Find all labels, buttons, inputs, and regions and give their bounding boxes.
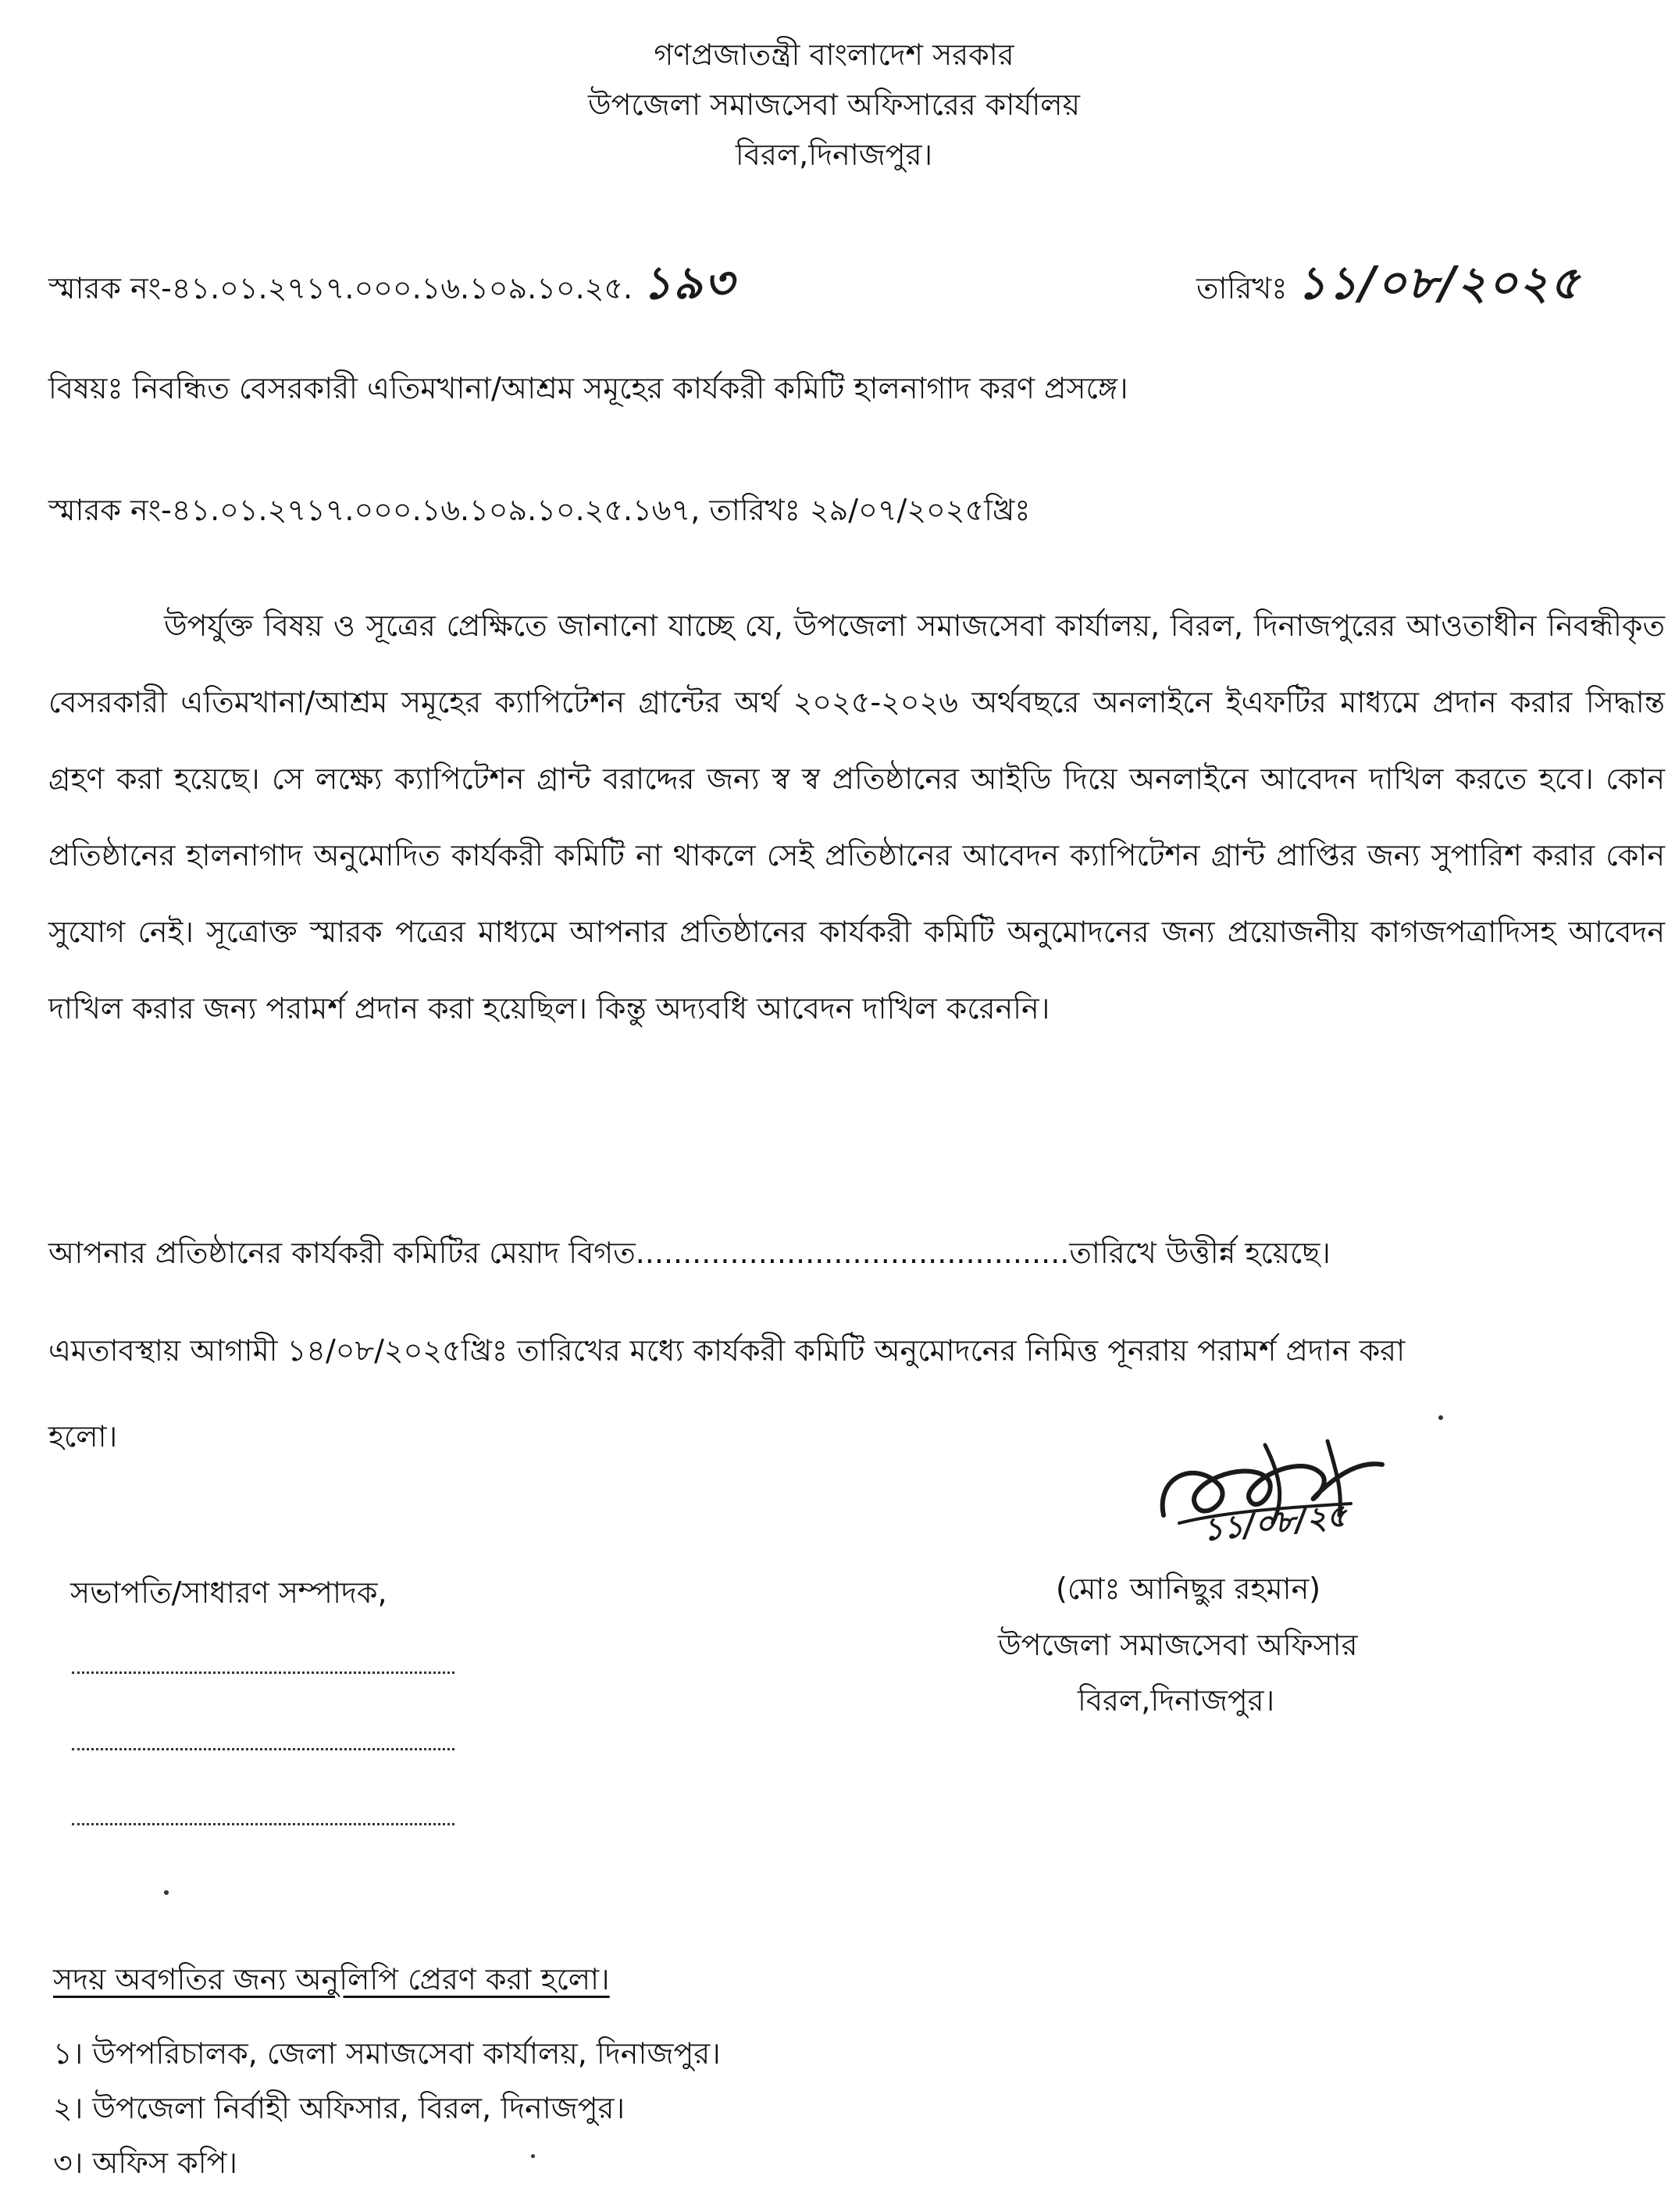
office-location: বিরল,দিনাজপুর।: [735, 137, 933, 172]
memo-date-handwritten: ১১/০৮/২০২৫: [1296, 256, 1581, 309]
copy-item: ৩। অফিস কপি।: [53, 2146, 237, 2180]
memo-date-label: তারিখঃ: [1196, 271, 1288, 305]
copy-item: ১। উপপরিচালক, জেলা সমাজসেবা কার্যালয়, দিনাজপুর।: [53, 2036, 721, 2071]
subject-line: বিষয়ঃ নিবন্ধিত বেসরকারী এতিমখানা/আশ্রম সমূহের কার্যকরী কমিটি হালনাগাদ করণ প্রসঙ্গে।: [48, 371, 1128, 405]
recipient-blank-line: [72, 1671, 454, 1674]
scan-speck: [164, 1890, 169, 1895]
expiry-line: আপনার প্রতিষ্ঠানের কার্যকরী কমিটির মেয়াদ বিগত..............................................তারিখে উত্তীর্ন্ন হয়েছে।: [48, 1236, 1331, 1270]
memo-number-prefix: স্মারক নং-৪১.০১.২৭১৭.০০০.১৬.১০৯.১০.২৫.: [48, 271, 633, 305]
signatory-name: (মোঃ আনিছুর রহমান): [1056, 1572, 1321, 1606]
reference-line: স্মারক নং-৪১.০১.২৭১৭.০০০.১৬.১০৯.১০.২৫.১৬৭, তারিখঃ ২৯/০৭/২০২৫খ্রিঃ: [48, 493, 1031, 527]
scan-speck: [1438, 1415, 1443, 1420]
memo-date: [1196, 248, 1581, 324]
recipient-blank-line: [72, 1748, 454, 1750]
copy-item: ২। উপজেলা নির্বাহী অফিসার, বিরল, দিনাজপুর।: [53, 2091, 626, 2125]
copy-heading: সদয় অবগতির জন্য অনুলিপি প্রেরণ করা হলো।: [53, 1962, 610, 1996]
recipient-blank-line: [72, 1823, 454, 1825]
signatory-designation: উপজেলা সমাজসেবা অফিসার: [998, 1628, 1358, 1662]
scan-speck: [531, 2154, 535, 2158]
memo-number-handwritten: ১৯৩: [642, 256, 736, 309]
letterhead: [0, 30, 1668, 180]
office-name: উপজেলা সমাজসেবা অফিসারের কার্যালয়: [588, 87, 1080, 122]
memo-number: [48, 248, 735, 324]
signatory-location: বিরল,দিনাজপুর।: [1078, 1683, 1275, 1718]
deadline-line: এমতাবস্থায় আগামী ১৪/০৮/২০২৫খ্রিঃ তারিখের মধ্যে কার্যকরী কমিটি অনুমোদনের নিমিত্ত পূনরায় পরামর্শ প্রদান করা: [48, 1333, 1406, 1368]
body-paragraph: উপর্যুক্ত বিষয় ও সূত্রের প্রেক্ষিতে জানানো যাচ্ছে যে, উপজেলা সমাজসেবা কার্যালয়, বিরল, দিনাজপুরের আওতাধীন নিবন্ধীকৃত বেসরকারী এতিমখানা/আশ্রম সমূহের ক্যাপিটেশন গ্রান্টের অর্থ ২০২৫-২০২৬ অর্থবছরে অনলাইনে ইএফটির মাধ্যমে প্রদান করার সিদ্ধান্ত গ্রহণ করা হয়েছে। সে লক্ষ্যে ক্যাপিটেশন গ্রান্ট বরাদ্দের জন্য স্ব স্ব প্রতিষ্ঠানের আইডি দিয়ে অনলাইনে আবেদন দাখিল করতে হবে। কোন প্রতিষ্ঠানের হালনাগাদ অনুমোদিত কার্যকরী কমিটি না থাকলে সেই প্রতিষ্ঠানের আবেদন ক্যাপিটেশন গ্রান্ট প্রাপ্তির জন্য সুপারিশ করার কোন সুযোগ নেই। সূত্রোক্ত স্মারক পত্রের মাধ্যমে আপনার প্রতিষ্ঠানের কার্যকরী কমিটি অনুমোদনের জন্য প্রয়োজনীয় কাগজপত্রাদিসহ আবেদন দাখিল করার জন্য পরামর্শ প্রদান করা হয়েছিল। কিন্তু অদ্যবধি আবেদন দাখিল করেননি।: [48, 608, 1665, 1026]
signature-date: ১১/০৮/২৫: [1200, 1497, 1349, 1549]
recipient-title: সভাপতি/সাধারণ সম্পাদক,: [70, 1575, 387, 1610]
deadline-line-end: হলো।: [48, 1419, 118, 1454]
government-name: গণপ্রজাতন্ত্রী বাংলাদেশ সরকার: [654, 37, 1014, 72]
